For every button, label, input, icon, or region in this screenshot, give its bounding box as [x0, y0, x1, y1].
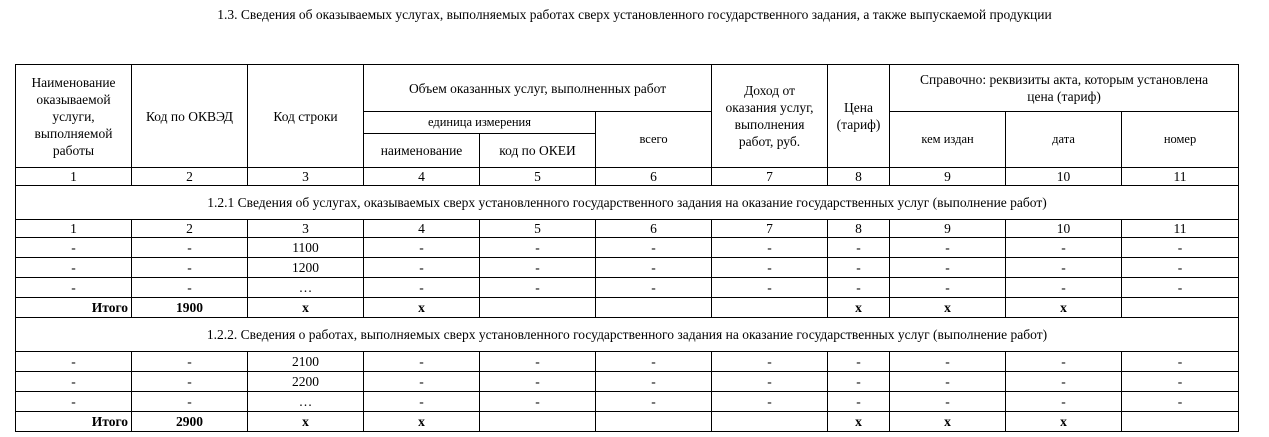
table-row: [16, 392, 1239, 412]
table-row-cell: -: [16, 258, 132, 278]
header-price: Цена (тариф): [828, 65, 890, 168]
table-row-cell: -: [364, 238, 480, 258]
section-1-numbers-row-cell: 3: [248, 220, 364, 238]
header-unit: единица измерения: [364, 112, 596, 134]
table-row-cell: -: [712, 352, 828, 372]
table-row-cell: -: [828, 392, 890, 412]
section-2-total-row-cell: Итого: [16, 412, 132, 432]
table-row-cell: -: [890, 392, 1006, 412]
header-total: всего: [596, 112, 712, 168]
table-row: [16, 352, 1239, 372]
table-row-cell: -: [1006, 352, 1122, 372]
table-row-cell: -: [1006, 258, 1122, 278]
table-row-cell: -: [480, 392, 596, 412]
header-number: номер: [1122, 112, 1239, 168]
table-row: [16, 372, 1239, 392]
column-numbers-row-cell: 10: [1006, 168, 1122, 186]
section-title: 1.2.1 Сведения об услугах, оказываемых сверх установленного государственного задания на оказание государственных услуг (выполнение работ): [16, 186, 1239, 220]
services-report-table: [15, 64, 1239, 432]
table-row-cell: -: [890, 278, 1006, 298]
table-row-cell: -: [1006, 392, 1122, 412]
section-1-total-row-cell: 1900: [132, 298, 248, 318]
table-row-cell: -: [16, 372, 132, 392]
section-1-total-row: [16, 298, 1239, 318]
table-row-cell: -: [132, 238, 248, 258]
header-unit-name: наименование: [364, 134, 480, 168]
header-issued-by: кем издан: [890, 112, 1006, 168]
section-1-total-row-cell: [1122, 298, 1239, 318]
table-row-cell: -: [132, 392, 248, 412]
section-1-total-row-cell: Итого: [16, 298, 132, 318]
table-row-cell: -: [890, 352, 1006, 372]
table-row-cell: -: [364, 278, 480, 298]
header-okved: Код по ОКВЭД: [132, 65, 248, 168]
table-row-cell: -: [712, 372, 828, 392]
table-row-cell: -: [890, 258, 1006, 278]
section-1-numbers-row-cell: 9: [890, 220, 1006, 238]
table-row-cell: -: [890, 372, 1006, 392]
section-1-numbers-row-cell: 4: [364, 220, 480, 238]
section-1-total-row-cell: x: [828, 298, 890, 318]
column-numbers-row-cell: 8: [828, 168, 890, 186]
section-1-numbers-row-cell: 6: [596, 220, 712, 238]
table-row-cell: -: [16, 278, 132, 298]
table-row-cell: …: [248, 278, 364, 298]
table-row-cell: -: [596, 352, 712, 372]
table-row-cell: -: [480, 238, 596, 258]
table-row-cell: -: [364, 258, 480, 278]
header-reference: Справочно: реквизиты акта, которым установлена цена (тариф): [890, 65, 1239, 112]
table-row-cell: -: [1006, 372, 1122, 392]
table-row-cell: -: [480, 278, 596, 298]
column-numbers-row-cell: 9: [890, 168, 1006, 186]
table-row-cell: -: [1006, 278, 1122, 298]
table-row-cell: -: [480, 352, 596, 372]
table-row: [16, 258, 1239, 278]
table-row-cell: -: [1122, 238, 1239, 258]
header-volume: Объем оказанных услуг, выполненных работ: [364, 65, 712, 112]
column-numbers-row: [16, 168, 1239, 186]
table-row: [16, 238, 1239, 258]
table-row-cell: -: [132, 258, 248, 278]
section-1-total-row-cell: x: [890, 298, 1006, 318]
column-numbers-row-cell: 4: [364, 168, 480, 186]
section-2-total-row-cell: x: [248, 412, 364, 432]
table-row-cell: -: [828, 278, 890, 298]
header-income: Доход от оказания услуг, выполнения работ, руб.: [712, 65, 828, 168]
table-row-cell: -: [828, 352, 890, 372]
section-2-total-row-cell: [712, 412, 828, 432]
header-okei: код по ОКЕИ: [480, 134, 596, 168]
header-row-1: [16, 65, 1239, 112]
table-row-cell: -: [364, 352, 480, 372]
column-numbers-row-cell: 1: [16, 168, 132, 186]
table-row-cell: 1100: [248, 238, 364, 258]
header-row-code: Код строки: [248, 65, 364, 168]
section-1-total-row-cell: [596, 298, 712, 318]
table-row-cell: -: [364, 392, 480, 412]
table-row-cell: -: [480, 258, 596, 278]
table-row-cell: -: [828, 238, 890, 258]
table-row: [16, 278, 1239, 298]
section-2-total-row-cell: x: [364, 412, 480, 432]
section-1-total-row-cell: [480, 298, 596, 318]
table-row-cell: -: [596, 238, 712, 258]
section-1-total-row-cell: x: [248, 298, 364, 318]
table-row-cell: -: [828, 258, 890, 278]
table-row-cell: -: [596, 258, 712, 278]
table-row-cell: -: [712, 392, 828, 412]
table-row-cell: …: [248, 392, 364, 412]
column-numbers-row-cell: 6: [596, 168, 712, 186]
table-row-cell: -: [712, 258, 828, 278]
table-row-cell: -: [132, 278, 248, 298]
section-1-title-row: [16, 186, 1239, 220]
section-1-total-row-cell: x: [364, 298, 480, 318]
header-date: дата: [1006, 112, 1122, 168]
section-1-numbers-row: [16, 220, 1239, 238]
section-1-total-row-cell: [712, 298, 828, 318]
section-2-total-row-cell: 2900: [132, 412, 248, 432]
section-2-total-row-cell: [480, 412, 596, 432]
table-row-cell: -: [480, 372, 596, 392]
table-row-cell: -: [828, 372, 890, 392]
header-service-name: Наименование оказываемой услуги, выполняемой работы: [16, 65, 132, 168]
section-title: 1.2.2. Сведения о работах, выполняемых сверх установленного государственного задания на оказание государственных услуг (выполнение работ): [16, 318, 1239, 352]
table-row-cell: 2100: [248, 352, 364, 372]
section-1-numbers-row-cell: 5: [480, 220, 596, 238]
table-row-cell: -: [1006, 238, 1122, 258]
table-row-cell: -: [712, 238, 828, 258]
section-1-numbers-row-cell: 2: [132, 220, 248, 238]
column-numbers-row-cell: 3: [248, 168, 364, 186]
table-row-cell: -: [132, 352, 248, 372]
section-2-total-row-cell: x: [1006, 412, 1122, 432]
table-row-cell: -: [16, 392, 132, 412]
section-2-total-row-cell: x: [828, 412, 890, 432]
table-row-cell: -: [1122, 278, 1239, 298]
section-1-total-row-cell: x: [1006, 298, 1122, 318]
table-row-cell: -: [16, 352, 132, 372]
column-numbers-row-cell: 11: [1122, 168, 1239, 186]
section-1-numbers-row-cell: 1: [16, 220, 132, 238]
table-row-cell: -: [1122, 372, 1239, 392]
section-2-total-row-cell: [1122, 412, 1239, 432]
section-2-total-row-cell: x: [890, 412, 1006, 432]
section-1-numbers-row-cell: 7: [712, 220, 828, 238]
table-row-cell: -: [596, 392, 712, 412]
table-row-cell: 2200: [248, 372, 364, 392]
document-title: 1.3. Сведения об оказываемых услугах, выполняемых работах сверх установленного государственного задания, а также выпускаемой продукции: [217, 7, 1052, 22]
column-numbers-row-cell: 7: [712, 168, 828, 186]
table-row-cell: -: [1122, 352, 1239, 372]
table-row-cell: -: [596, 372, 712, 392]
table-row-cell: -: [712, 278, 828, 298]
table-row-cell: -: [596, 278, 712, 298]
section-1-numbers-row-cell: 10: [1006, 220, 1122, 238]
table-row-cell: -: [364, 372, 480, 392]
table-row-cell: -: [890, 238, 1006, 258]
table-row-cell: -: [1122, 392, 1239, 412]
section-1-numbers-row-cell: 11: [1122, 220, 1239, 238]
table-row-cell: -: [1122, 258, 1239, 278]
section-2-title-row: [16, 318, 1239, 352]
section-1-numbers-row-cell: 8: [828, 220, 890, 238]
section-2-total-row-cell: [596, 412, 712, 432]
table-row-cell: 1200: [248, 258, 364, 278]
table-row-cell: -: [16, 238, 132, 258]
table-row-cell: -: [132, 372, 248, 392]
column-numbers-row-cell: 2: [132, 168, 248, 186]
section-2-total-row: [16, 412, 1239, 432]
column-numbers-row-cell: 5: [480, 168, 596, 186]
